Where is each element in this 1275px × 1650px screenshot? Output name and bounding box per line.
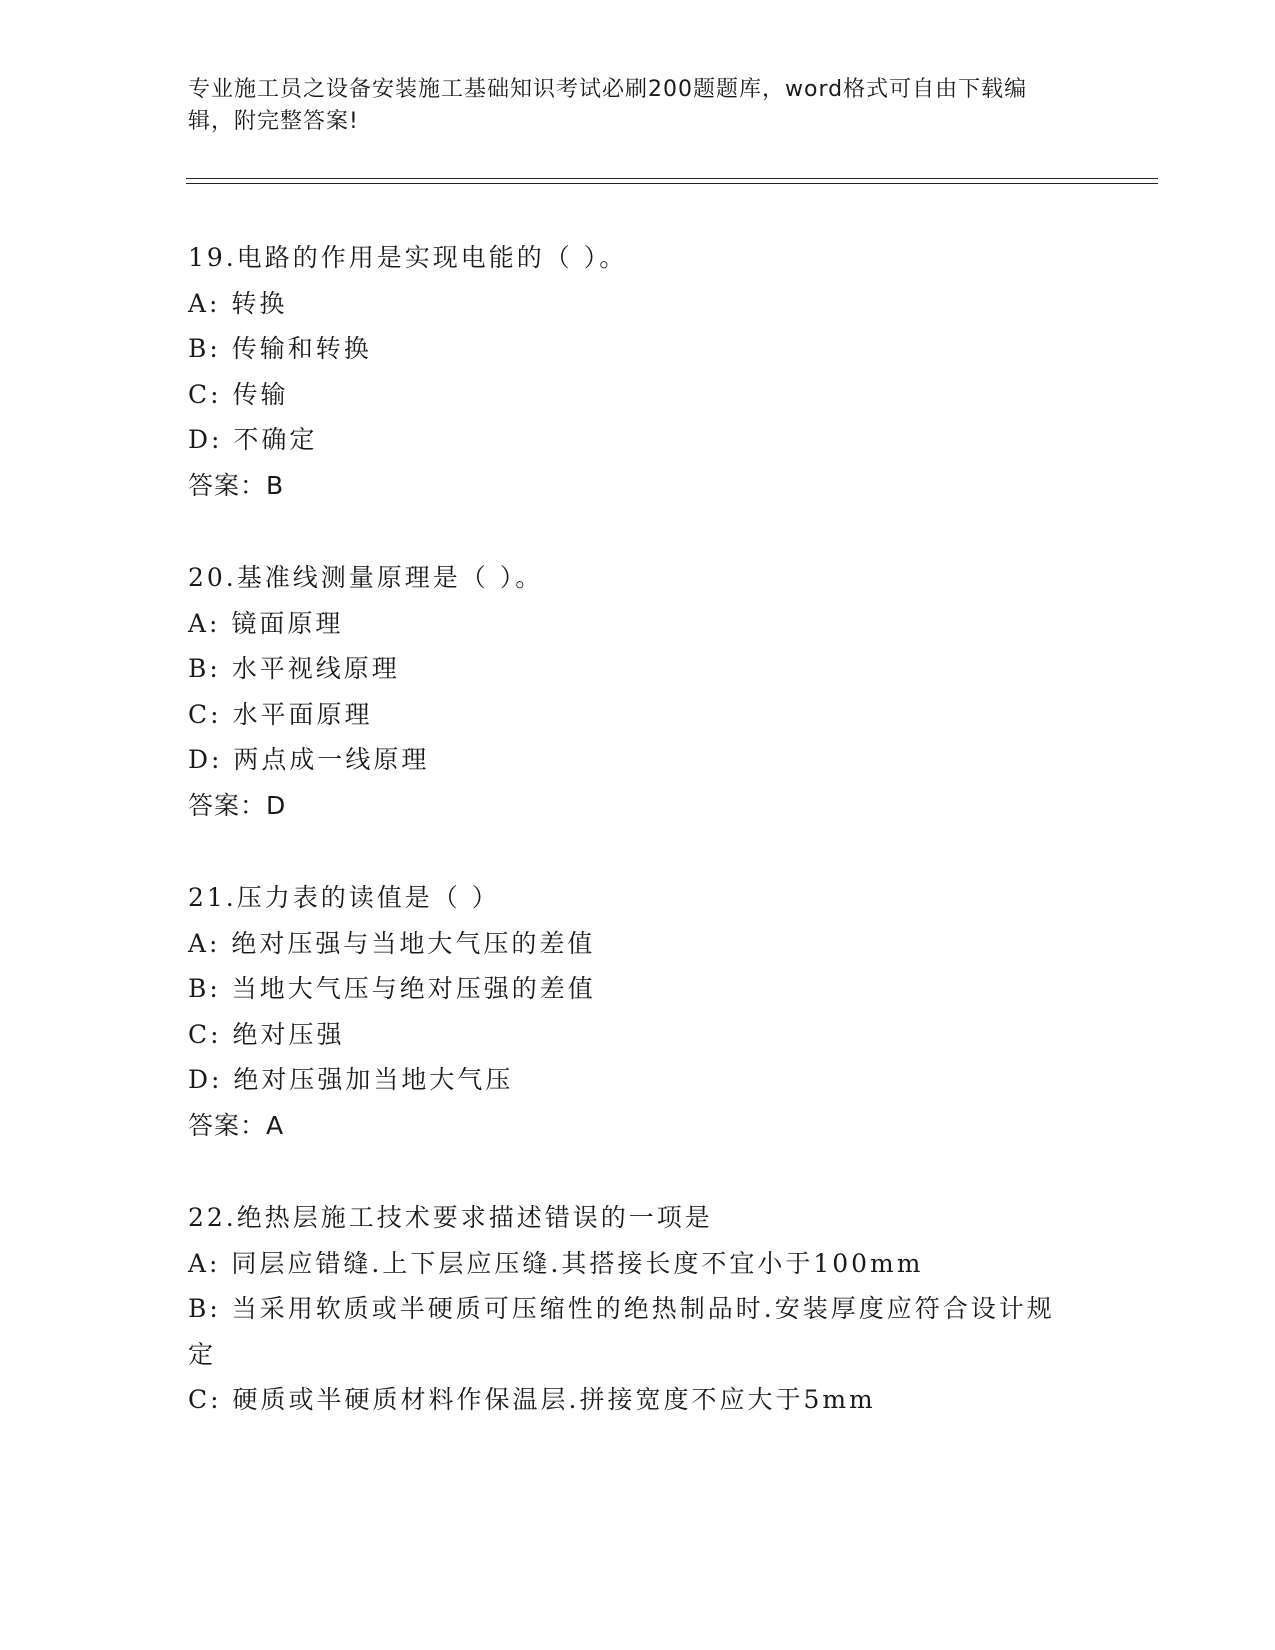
- question-stem: 19.电路的作用是实现电能的（ ）。: [188, 243, 628, 272]
- answer-line: 答案：B: [188, 470, 285, 500]
- option-d: D: 不确定: [188, 425, 318, 455]
- option-d: D: 两点成一线原理: [188, 745, 430, 775]
- question-stem: 20.基准线测量原理是（ ）。: [188, 563, 544, 592]
- option-a: A: 同层应错缝.上下层应压缝.其搭接长度不宜小于100mm: [188, 1248, 924, 1278]
- question-block: [188, 235, 1088, 509]
- header-divider: [186, 178, 1158, 179]
- document-header: 专业施工员之设备安装施工基础知识考试必刷200题题库，word格式可自由下载编辑，附完整答案!: [188, 77, 1028, 134]
- question-block: [188, 1195, 1088, 1423]
- option-c: C: 水平面原理: [188, 699, 373, 729]
- answer-line: 答案：D: [188, 790, 287, 820]
- option-b: B: 当采用软质或半硬质可压缩性的绝热制品时.安装厚度应符合设计规定: [188, 1294, 1055, 1369]
- option-a: A: 镜面原理: [188, 608, 344, 638]
- question-stem: 21.压力表的读值是（ ）: [188, 883, 500, 912]
- header-divider: [186, 183, 1158, 184]
- answer-line: 答案：A: [188, 1110, 285, 1140]
- option-c: C: 硬质或半硬质材料作保温层.拼接宽度不应大于5mm: [188, 1385, 876, 1415]
- option-c: C: 传输: [188, 379, 289, 409]
- option-c: C: 绝对压强: [188, 1019, 345, 1049]
- option-b: B: 传输和转换: [188, 334, 372, 364]
- question-block: [188, 555, 1088, 829]
- question-block: [188, 875, 1088, 1149]
- option-d: D: 绝对压强加当地大气压: [188, 1065, 514, 1095]
- option-a: A: 转换: [188, 288, 288, 318]
- question-stem: 22.绝热层施工技术要求描述错误的一项是: [188, 1203, 713, 1232]
- option-a: A: 绝对压强与当地大气压的差值: [188, 928, 596, 958]
- option-b: B: 水平视线原理: [188, 654, 400, 684]
- option-b: B: 当地大气压与绝对压强的差值: [188, 974, 596, 1004]
